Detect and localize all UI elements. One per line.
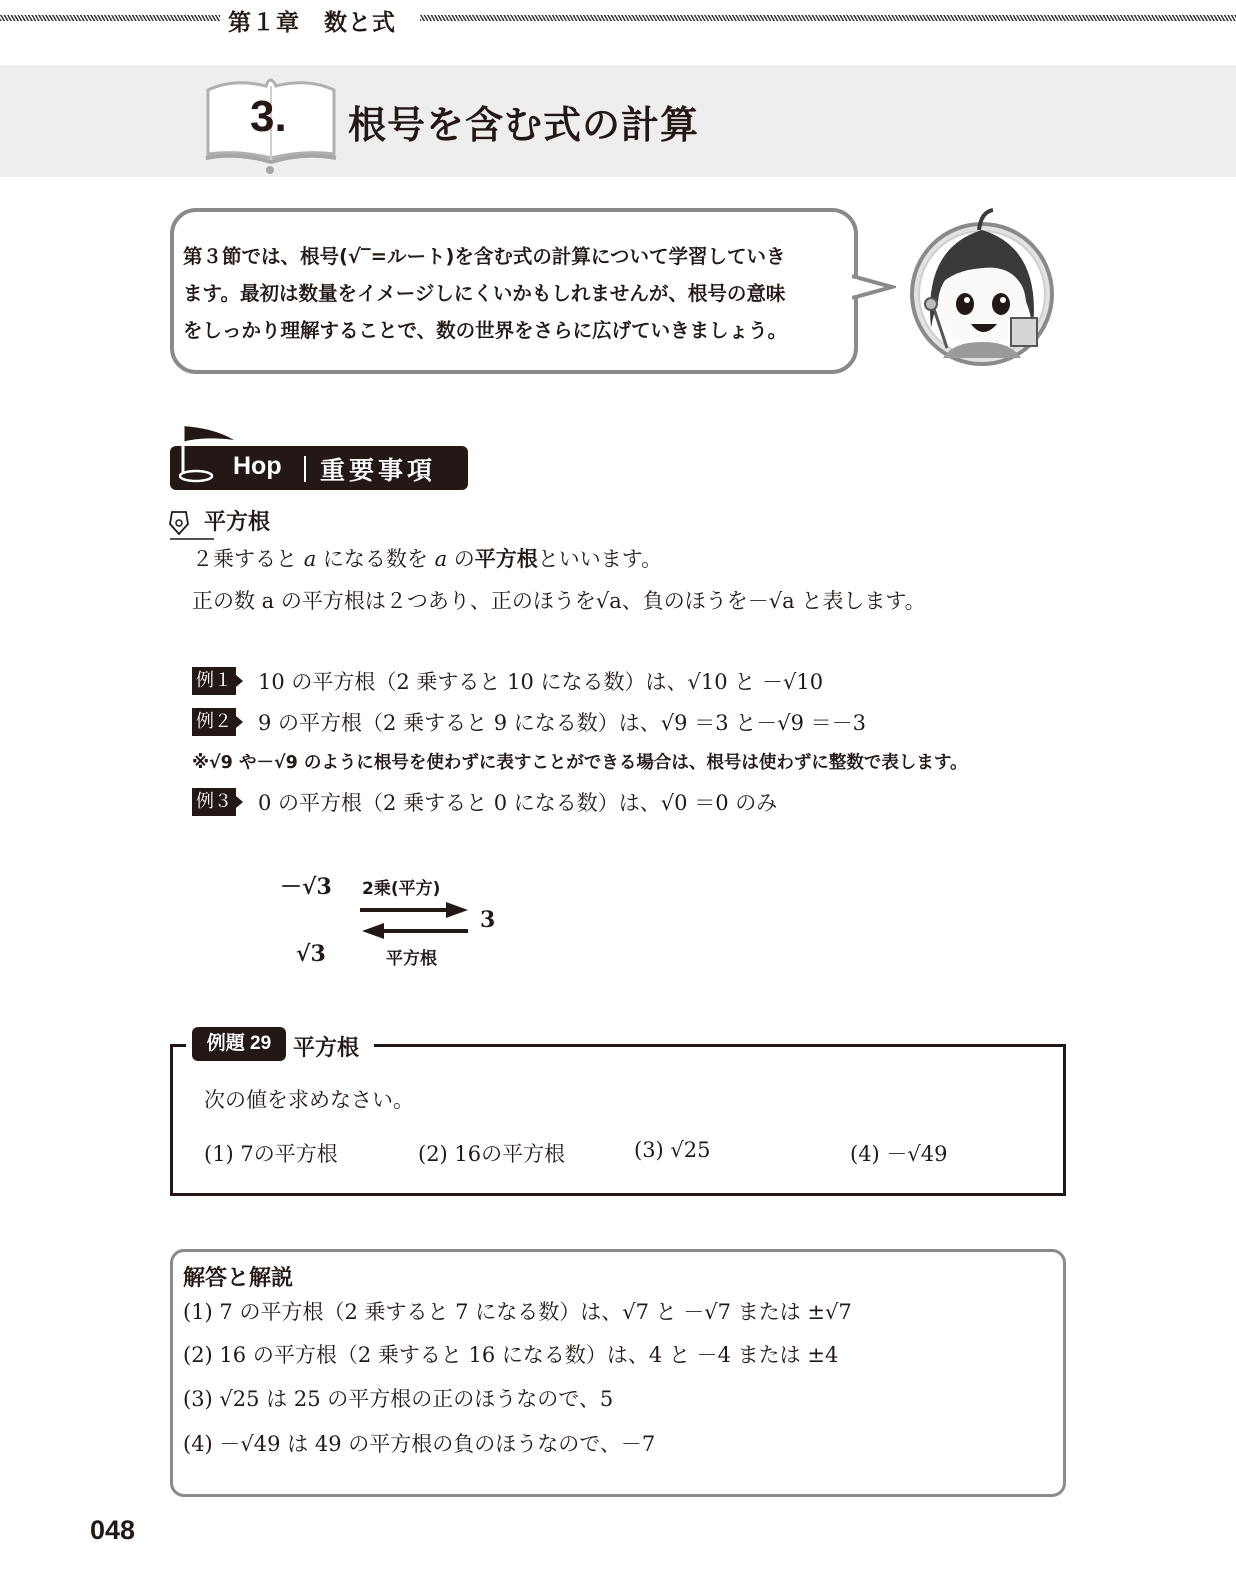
teacher-avatar-icon: [903, 208, 1061, 366]
page-number: 048: [90, 1515, 136, 1545]
answer-line-3: (3) √25 は 25 の平方根の正のほうなので、5: [183, 1387, 614, 1411]
example-1-text: 10 の平方根（2 乗すると 10 になる数）は、√10 と －√10: [258, 670, 824, 694]
problem-item-3: (3) √25: [634, 1138, 711, 1162]
problem-item-1: (1) 7の平方根: [204, 1142, 338, 1166]
example-problem-instruction: 次の値を求めなさい。: [204, 1088, 414, 1112]
text-span: といいます。: [537, 547, 663, 571]
note-text: ※√9 や－√9 のように根号を使わずに表すことができる場合は、根号は使わずに整数で表します。: [192, 753, 968, 773]
intro-line: ます。最初は数量をイメージしにくいかもしれませんが、根号の意味: [183, 282, 786, 305]
answer-title: 解答と解説: [183, 1266, 294, 1291]
intro-text: [183, 238, 853, 349]
text-span: の: [447, 547, 475, 571]
answer-box: [170, 1249, 1066, 1497]
arrow-forward-label: 2乗(平方): [362, 879, 441, 899]
example-problem-box: [170, 1044, 1066, 1196]
section-title: 根号を含む式の計算: [348, 103, 700, 147]
diagram-three: 3: [480, 907, 496, 933]
problem-item-4: (4) －√49: [850, 1142, 948, 1166]
hop-title: 重要事項: [320, 456, 437, 485]
text-span: になる数を: [316, 547, 435, 571]
arrow-back-label: 平方根: [386, 949, 437, 969]
chapter-label: 第１章 数と式: [228, 10, 396, 36]
badge-arrow-icon: [236, 716, 243, 728]
arrow-right-icon: [360, 900, 470, 920]
hop-label: Hop: [233, 452, 282, 480]
example-3-text: 0 の平方根（2 乗すると 0 になる数）は、√0 ＝0 のみ: [258, 791, 778, 815]
arrow-left-icon: [360, 921, 470, 941]
example-badge-3: 例３: [192, 788, 236, 816]
diagram-root3: √3: [296, 941, 326, 967]
text-span: ２乗すると: [192, 547, 304, 571]
answer-line-1: (1) 7 の平方根（2 乗すると 7 になる数）は、√7 と －√7 または ±√7: [183, 1300, 852, 1324]
example-problem-title: 平方根: [293, 1036, 360, 1061]
badge-arrow-icon: [236, 796, 243, 808]
example-badge-2: 例２: [192, 708, 236, 736]
badge-arrow-icon: [236, 675, 243, 687]
example-2-text: 9 の平方根（2 乗すると 9 になる数）は、√9 ＝3 と－√9 ＝－3: [258, 711, 867, 735]
flag-icon: [174, 424, 238, 488]
intro-line: をしっかり理解することで、数の世界をさらに広げていきましょう。: [183, 319, 788, 342]
section-number: 3.: [250, 92, 287, 141]
topic-line-2: 正の数 a の平方根は２つあり、正のほうを√a、負のほうを－√a と表します。: [192, 589, 926, 613]
example-badge-1: 例１: [192, 667, 236, 695]
term-bold: 平方根: [474, 547, 538, 571]
topic-definition: [192, 543, 662, 573]
header-rule-right: [420, 15, 1236, 21]
var-a: a: [303, 547, 317, 571]
hop-divider: [304, 456, 306, 482]
example-problem-badge: 例題 29: [192, 1027, 286, 1061]
bubble-tail: [852, 270, 896, 306]
diagram-neg-root3: －√3: [280, 874, 332, 900]
problem-item-2: (2) 16の平方根: [418, 1142, 566, 1166]
topic-heading: 平方根: [204, 510, 271, 535]
var-a: a: [434, 547, 448, 571]
answer-line-2: (2) 16 の平方根（2 乗すると 16 になる数）は、4 と －4 または ±4: [183, 1343, 839, 1367]
header-rule-left: [0, 15, 220, 21]
answer-line-4: (4) －√49 は 49 の平方根の負のほうなので、－7: [183, 1432, 656, 1456]
intro-line: 第３節では、根号(√‾=ルート)を含む式の計算について学習していき: [183, 245, 786, 268]
